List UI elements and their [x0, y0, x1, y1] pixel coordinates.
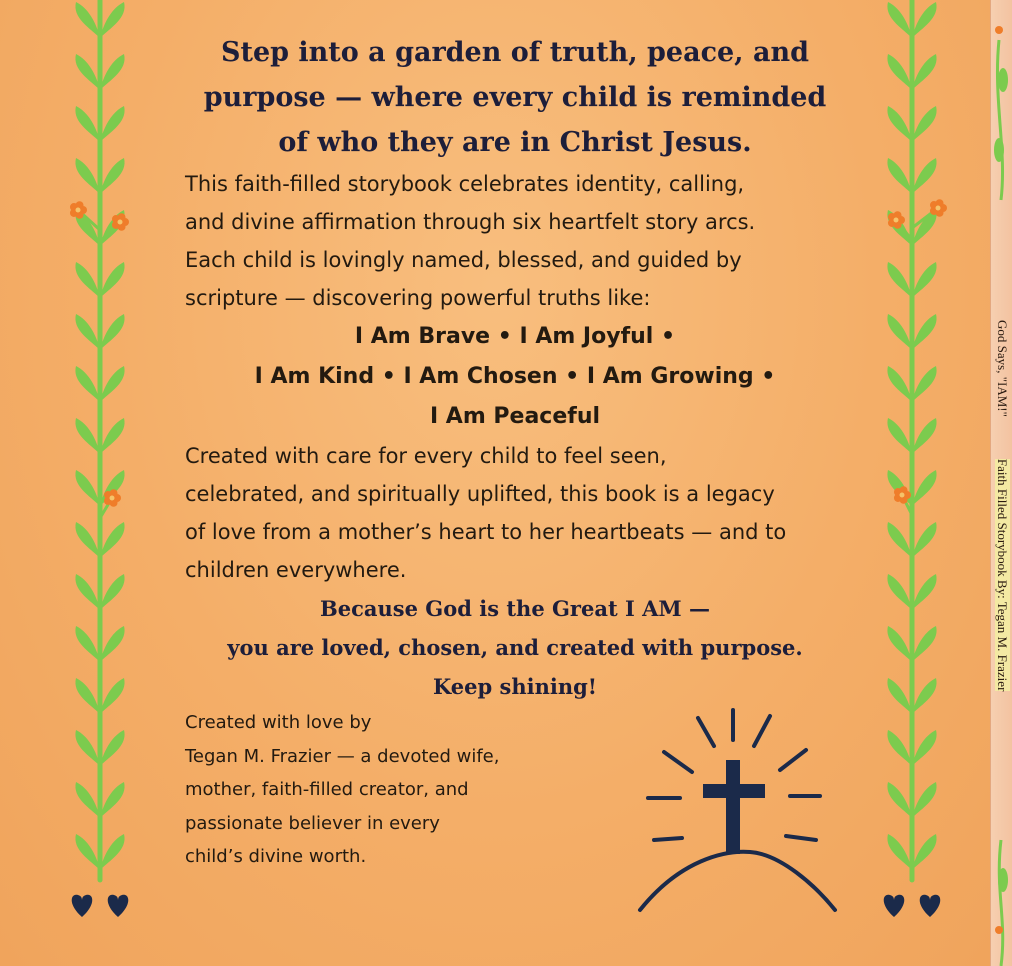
description-line: Created with care for every child to feel seen,	[185, 444, 667, 468]
affirmation-line: I Am Peaceful	[429, 404, 601, 429]
left-vine-border	[40, 0, 160, 966]
leaf-icon	[912, 314, 937, 350]
leaf-icon	[75, 158, 100, 194]
leaf-icon	[887, 262, 912, 298]
affirmation-line: I Am Kind • I Am Chosen • I Am Growing •	[254, 364, 776, 389]
leaf-icon	[912, 54, 937, 90]
closing-line: Because God is the Great I AM —	[320, 596, 710, 621]
leaf-icon	[75, 366, 100, 402]
leaf-icon	[75, 314, 100, 350]
flower-icon	[888, 211, 912, 240]
leaf-icon	[75, 262, 100, 298]
leaf-icon	[912, 2, 937, 38]
heart-icon	[108, 895, 129, 917]
affirmation-line: I Am Brave • I Am Joyful •	[354, 324, 676, 349]
spine-title	[994, 320, 1010, 691]
closing-message	[185, 589, 845, 706]
leaf-icon	[100, 782, 125, 818]
leaf-icon	[75, 782, 100, 818]
leaf-icon	[75, 730, 100, 766]
flower-icon	[100, 489, 121, 518]
leaf-icon	[912, 626, 937, 662]
leaf-icon	[912, 782, 937, 818]
affirmations	[185, 317, 845, 437]
leaf-icon	[912, 418, 937, 454]
leaf-icon	[912, 522, 937, 558]
leaf-icon	[887, 54, 912, 90]
leaf-icon	[100, 678, 125, 714]
leaf-icon	[887, 730, 912, 766]
leaf-icon	[100, 366, 125, 402]
leaf-icon	[100, 106, 125, 142]
intro-line: and divine affirmation through six heartfelt story arcs.	[185, 210, 756, 234]
leaf-icon	[887, 834, 912, 870]
book-spine	[990, 0, 1012, 966]
leaf-icon	[75, 418, 100, 454]
credit-line: Created with love by	[185, 712, 372, 733]
leaf-icon	[912, 210, 937, 246]
leaf-icon	[887, 418, 912, 454]
leaf-icon	[887, 678, 912, 714]
leaf-icon	[75, 522, 100, 558]
leaf-icon	[75, 106, 100, 142]
leaf-icon	[887, 2, 912, 38]
leaf-icon	[887, 158, 912, 194]
leaf-icon	[912, 158, 937, 194]
description-line: celebrated, and spiritually uplifted, this book is a legacy	[185, 482, 775, 506]
leaf-icon	[887, 782, 912, 818]
leaf-icon	[100, 262, 125, 298]
credit-line: mother, faith-filled creator, and	[185, 779, 469, 800]
closing-line: you are loved, chosen, and created with purpose.	[227, 635, 803, 660]
leaf-icon	[887, 522, 912, 558]
intro-line: scripture — discovering powerful truths like:	[185, 286, 651, 310]
spine-subtitle-text: Faith Filled Storybook By: Tegan M. Frazier	[995, 458, 1010, 692]
leaf-icon	[887, 314, 912, 350]
leaf-icon	[75, 834, 100, 870]
leaf-icon	[75, 2, 100, 38]
heart-icon	[72, 895, 93, 917]
leaf-icon	[912, 106, 937, 142]
leaf-icon	[100, 2, 125, 38]
leaf-icon	[912, 262, 937, 298]
flower-icon	[100, 213, 129, 242]
intro-line: Each child is lovingly named, blessed, and guided by	[185, 248, 742, 272]
leaf-icon	[912, 574, 937, 610]
description-paragraph	[185, 437, 845, 589]
leaf-icon	[100, 418, 125, 454]
description-line: children everywhere.	[185, 558, 407, 582]
cross-icon	[630, 700, 840, 920]
intro-paragraph	[185, 165, 845, 317]
right-vine-border	[850, 0, 970, 966]
heart-icon	[884, 895, 905, 917]
leaf-icon	[100, 730, 125, 766]
credit-line: child’s divine worth.	[185, 846, 367, 867]
headline: Step into a garden of truth, peace, and purpose — where every child is reminded of who they are in Christ Jesus.	[203, 37, 827, 158]
leaf-icon	[912, 834, 937, 870]
heart-icon	[920, 895, 941, 917]
leaf-icon	[887, 366, 912, 402]
leaf-icon	[75, 574, 100, 610]
description-line: of love from a mother’s heart to her heartbeats — and to	[185, 520, 787, 544]
intro-line: This faith-filled storybook celebrates identity, calling,	[185, 172, 745, 196]
leaf-icon	[912, 730, 937, 766]
leaf-icon	[75, 54, 100, 90]
leaf-icon	[100, 834, 125, 870]
credit-line: Tegan M. Frazier — a devoted wife,	[185, 745, 500, 767]
leaf-icon	[912, 366, 937, 402]
leaf-icon	[75, 470, 100, 506]
leaf-icon	[100, 522, 125, 558]
leaf-icon	[100, 158, 125, 194]
leaf-icon	[912, 470, 937, 506]
credit-line: passionate believer in every	[185, 812, 440, 834]
leaf-icon	[887, 626, 912, 662]
leaf-icon	[887, 574, 912, 610]
leaf-icon	[912, 678, 937, 714]
leaf-icon	[100, 626, 125, 662]
leaf-icon	[100, 54, 125, 90]
closing-line: Keep shining!	[433, 674, 597, 699]
leaf-icon	[887, 106, 912, 142]
leaf-icon	[100, 574, 125, 610]
spine-title-text: God Says, "IAM!"	[995, 320, 1010, 417]
leaf-icon	[100, 314, 125, 350]
leaf-icon	[75, 678, 100, 714]
leaf-icon	[75, 626, 100, 662]
